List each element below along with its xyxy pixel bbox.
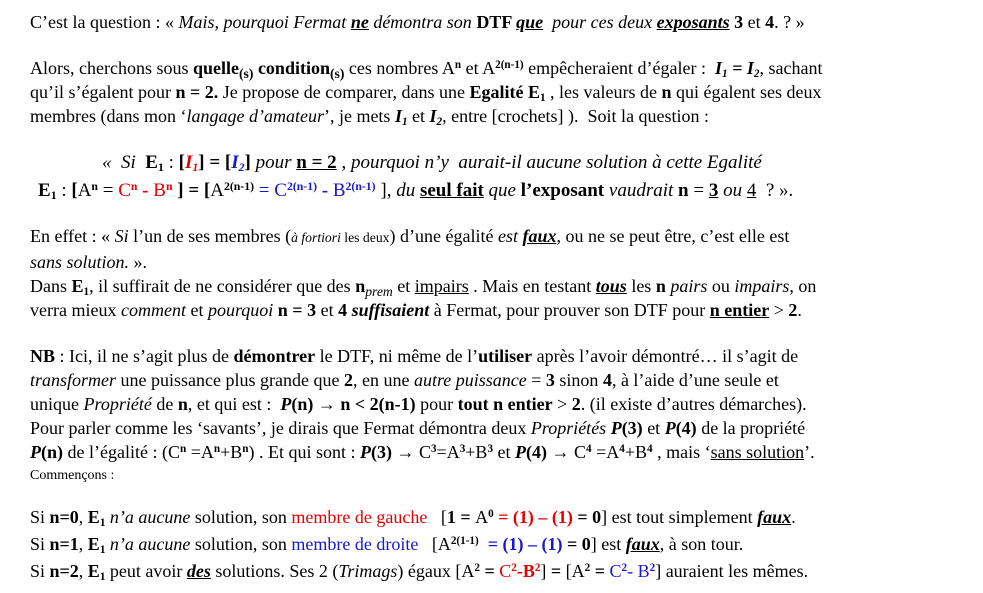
text-segment: (3)	[621, 418, 643, 438]
text-segment: n entier	[709, 300, 770, 320]
text-segment: pour	[415, 394, 458, 414]
text-segment: 1	[50, 189, 57, 203]
text-segment: 3	[459, 442, 466, 455]
text-segment: 2(n-1)	[223, 179, 255, 193]
line-12	[30, 368, 969, 392]
text-segment: 3	[729, 12, 744, 32]
text-segment: Si	[30, 561, 50, 581]
text-segment: 3	[430, 442, 437, 455]
line-06	[38, 178, 969, 204]
text-segment: n = 2.	[175, 82, 219, 102]
text-segment: 2	[343, 370, 353, 390]
text-segment: 2	[584, 561, 591, 574]
text-segment: peut avoir	[105, 561, 187, 581]
text-segment: impairs	[734, 276, 790, 296]
text-segment: P	[280, 394, 292, 414]
line-11	[30, 344, 969, 368]
text-segment: n	[179, 442, 187, 455]
text-segment: à Fermat, pour prouver son DTF pour	[429, 300, 710, 320]
text-segment: que	[483, 180, 516, 201]
text-segment: E	[71, 276, 84, 296]
text-segment: Propriété	[83, 394, 152, 414]
text-segment: 2	[534, 561, 541, 574]
text-segment: et	[493, 442, 516, 462]
text-segment: ’, je mets	[323, 106, 395, 126]
text-segment: E	[145, 152, 158, 173]
text-segment: 1	[192, 161, 199, 175]
text-segment: faux	[757, 507, 792, 527]
text-segment: [	[71, 180, 78, 201]
text-segment: Pour parler comme les ‘savants’, je dirais que Fermat démontra deux	[30, 418, 531, 438]
text-segment: quelle	[192, 58, 239, 78]
text-segment: , sachant	[759, 58, 823, 78]
text-segment: , à son tour.	[659, 534, 744, 554]
line-03	[30, 80, 969, 104]
text-segment: ]	[655, 561, 662, 581]
text-segment: Si	[30, 534, 50, 554]
text-segment: qu’il s’égalent pour	[30, 82, 176, 102]
text-segment: ,	[78, 561, 88, 581]
text-segment: Je propose de comparer, dans une	[218, 82, 470, 102]
text-segment: ]	[540, 561, 547, 581]
text-segment: E	[87, 561, 100, 581]
text-segment: , il suffirait de ne considérer que des	[89, 276, 356, 296]
text-segment: ’.	[804, 442, 815, 462]
text-segment: ]	[198, 152, 205, 173]
text-segment: =A	[436, 442, 460, 462]
line-13	[30, 392, 969, 416]
text-segment: ,	[78, 507, 88, 527]
text-segment: , en une	[352, 370, 414, 390]
text-segment: à fortiori	[291, 230, 341, 245]
line-02	[30, 56, 969, 80]
text-segment: sinon	[554, 370, 603, 390]
line-08	[30, 250, 969, 274]
text-segment: 2	[621, 561, 628, 574]
text-segment: autre puissance	[413, 370, 527, 390]
text-segment: exposants	[656, 12, 730, 32]
text-segment: membre de droite	[291, 534, 419, 554]
text-segment: n=0	[49, 507, 79, 527]
line-17	[30, 504, 969, 531]
text-segment: =	[204, 152, 225, 173]
text-segment: ou	[707, 276, 735, 296]
text-segment: NB	[30, 346, 56, 366]
text-segment: du	[396, 180, 420, 201]
text-segment: ? ».	[756, 180, 794, 201]
text-segment: 2	[788, 300, 798, 320]
text-segment: n	[213, 442, 221, 455]
text-segment: 2	[238, 161, 245, 175]
text-segment: Trimags	[338, 561, 398, 581]
text-segment: =	[479, 561, 500, 581]
text-segment: ]	[375, 180, 387, 201]
text-segment: , à l’aide d’une seule et	[611, 370, 779, 390]
text-segment: , entre [crochets] ). Soit la question :	[442, 106, 710, 126]
text-segment: , mais ‘	[652, 442, 711, 462]
text-segment: empêcheraient d’égaler :	[523, 58, 716, 78]
text-segment: 3	[487, 442, 494, 455]
text-segment: de la propriété	[696, 418, 806, 438]
text-segment: C	[499, 561, 512, 581]
text-segment: C	[274, 180, 287, 201]
text-segment: n	[655, 276, 666, 296]
text-segment: ne	[350, 12, 369, 32]
text-segment: (s)	[329, 65, 345, 81]
text-segment: 1	[83, 286, 90, 299]
text-segment: E	[38, 180, 51, 201]
text-segment: le DTF, ni même de l’	[315, 346, 479, 366]
text-segment: « Si	[102, 152, 146, 173]
text-segment: Dans	[30, 276, 72, 296]
text-segment: . ? »	[774, 12, 805, 32]
text-segment: n	[454, 58, 462, 71]
text-segment: pour ces deux	[543, 12, 657, 32]
text-segment: Si	[114, 226, 129, 246]
text-segment: =A	[186, 442, 214, 462]
text-segment: solutions. Ses 2 (	[210, 561, 339, 581]
text-segment: 4	[586, 442, 592, 455]
text-segment: 2(n-1)	[345, 179, 376, 193]
text-segment: C	[118, 180, 131, 201]
text-segment: .	[797, 300, 802, 320]
text-segment: C’est la question : «	[30, 12, 179, 32]
text-segment: C	[609, 561, 622, 581]
text-segment: ,	[78, 534, 88, 554]
text-segment: 4	[647, 442, 653, 455]
text-segment: :	[56, 180, 72, 201]
text-segment: E	[87, 534, 100, 554]
text-segment: I	[184, 152, 193, 173]
text-segment: et	[392, 276, 415, 296]
line-04	[30, 104, 969, 128]
text-segment: ) d’une égalité	[389, 226, 498, 246]
line-15	[30, 440, 969, 464]
text-segment: A	[77, 180, 92, 201]
text-segment: ) égaux [A	[397, 561, 475, 581]
text-segment: =	[254, 180, 275, 201]
text-segment: = 0	[572, 507, 602, 527]
text-segment: auraient les mêmes.	[661, 561, 809, 581]
text-segment: [	[178, 152, 185, 173]
text-segment: qui égalent ses deux	[671, 82, 822, 102]
text-segment: , on	[789, 276, 817, 296]
text-segment: condition	[257, 58, 330, 78]
text-segment: et	[407, 106, 430, 126]
text-segment: démontrer	[233, 346, 316, 366]
text-segment: (3)	[370, 442, 392, 462]
text-segment: pourquoi	[207, 300, 278, 320]
text-segment: =	[727, 58, 747, 78]
text-segment: [	[224, 152, 232, 173]
text-segment: l’exposant	[515, 180, 609, 201]
document-body	[30, 10, 969, 585]
text-segment: → C	[547, 442, 587, 462]
text-segment: DTF	[476, 12, 517, 32]
text-segment: ]	[601, 507, 608, 527]
text-segment: 2(n-1)	[286, 179, 318, 193]
text-segment: une puissance plus grande que	[116, 370, 344, 390]
text-segment: I	[231, 152, 239, 173]
text-segment: = 0	[562, 534, 591, 554]
text-segment: . Mais en testant	[468, 276, 596, 296]
text-segment: ) . Et qui sont :	[248, 442, 360, 462]
text-segment: → n < 2(n-1)	[313, 394, 416, 414]
text-segment: (n)	[41, 442, 63, 462]
text-segment: pourquoi n’y aurait-il aucune solution à cette Egalité	[350, 152, 762, 173]
text-segment: tous	[595, 276, 627, 296]
text-segment: membres (dans mon ‘	[30, 106, 187, 126]
line-07	[30, 224, 969, 250]
text-segment: En effet : «	[30, 226, 115, 246]
text-segment: Alors, cherchons sous	[30, 58, 193, 78]
text-segment: , les valeurs de	[545, 82, 662, 102]
text-segment: +B	[624, 442, 648, 462]
text-segment: I	[715, 58, 723, 78]
text-segment: P	[515, 442, 527, 462]
text-segment: → C	[391, 442, 431, 462]
text-segment: =	[688, 180, 709, 201]
text-segment: de l’égalité : (C	[63, 442, 180, 462]
text-segment: E	[87, 507, 100, 527]
text-segment: et	[743, 12, 766, 32]
text-segment: faux	[625, 534, 660, 554]
text-segment: n	[130, 179, 138, 193]
text-segment: ou	[718, 180, 747, 201]
text-segment: n’a aucune	[109, 507, 191, 527]
text-segment: 1	[99, 544, 106, 557]
text-segment: ».	[129, 252, 148, 272]
text-segment: , ou ne se peut être, c’est elle est	[556, 226, 790, 246]
text-segment: l’un de ses membres (	[128, 226, 292, 246]
text-segment: n	[177, 394, 188, 414]
text-segment: ,	[386, 180, 397, 201]
text-segment: [	[427, 507, 447, 527]
text-segment: ]	[244, 152, 251, 173]
text-segment: A	[210, 180, 224, 201]
text-segment: 2	[436, 116, 443, 129]
text-segment: I	[429, 106, 437, 126]
text-segment: n=1	[49, 534, 79, 554]
text-segment: 1	[539, 92, 546, 105]
text-segment: [A	[565, 561, 585, 581]
text-segment: les	[626, 276, 656, 296]
text-segment: que	[516, 12, 544, 32]
text-segment: n	[242, 442, 249, 455]
text-segment: =	[183, 180, 204, 201]
text-segment: [	[203, 180, 211, 201]
text-segment: utiliser	[478, 346, 533, 366]
text-segment: (n)	[291, 394, 314, 414]
text-segment: 4	[619, 442, 625, 455]
text-segment: unique	[30, 394, 84, 414]
text-segment: Egalité E	[469, 82, 540, 102]
text-segment: n = 3	[277, 300, 317, 320]
text-segment: faux	[522, 226, 557, 246]
line-01	[30, 10, 969, 34]
text-segment: après l’avoir démontré… il s’agit de	[532, 346, 799, 366]
text-segment: n	[355, 276, 366, 296]
text-segment: 2	[474, 561, 480, 574]
text-segment: n’a aucune	[109, 534, 191, 554]
text-segment: seul fait	[419, 180, 484, 201]
text-segment: -	[317, 180, 333, 201]
text-segment: I	[394, 106, 402, 126]
text-segment: - B	[627, 561, 650, 581]
text-segment: P	[610, 418, 622, 438]
text-segment: >	[552, 394, 572, 414]
text-segment: =A	[591, 442, 620, 462]
text-segment: et	[185, 300, 208, 320]
text-segment: -	[137, 180, 154, 201]
text-segment: démontra son	[368, 12, 477, 32]
text-segment: sans solution	[710, 442, 805, 462]
text-segment: solution, son	[190, 534, 292, 554]
text-segment: et	[642, 418, 665, 438]
text-segment: langage d’amateur	[186, 106, 324, 126]
text-segment: 1 =	[446, 507, 476, 527]
text-segment: =	[546, 561, 566, 581]
text-segment: =	[590, 561, 610, 581]
text-segment: n	[678, 180, 689, 201]
text-segment: Mais, pourquoi Fermat	[178, 12, 351, 32]
text-segment: [A	[418, 534, 451, 554]
text-segment: 1	[99, 517, 106, 530]
text-segment: B	[153, 180, 166, 201]
line-09	[30, 274, 969, 298]
text-segment: n=2	[49, 561, 79, 581]
text-segment: P	[359, 442, 371, 462]
text-segment: -B	[516, 561, 535, 581]
text-segment: ]	[172, 180, 184, 201]
text-segment: n	[661, 82, 672, 102]
text-segment: n	[91, 179, 98, 193]
text-segment: des	[186, 561, 211, 581]
text-segment: solution, son	[190, 507, 292, 527]
text-segment: 3	[545, 370, 555, 390]
text-segment: ]	[590, 534, 597, 554]
text-segment: est	[596, 534, 626, 554]
text-segment: 2(n-1)	[495, 58, 524, 71]
text-segment: =	[526, 370, 546, 390]
line-05	[102, 150, 969, 176]
text-segment: sans solution.	[30, 252, 130, 272]
text-segment: =	[97, 180, 119, 201]
text-segment: membre de gauche	[291, 507, 428, 527]
text-segment: 1	[401, 116, 408, 129]
text-segment: pairs	[670, 276, 708, 296]
text-segment: I	[746, 58, 754, 78]
text-segment: +B	[465, 442, 488, 462]
text-segment: et A	[461, 58, 496, 78]
text-segment: B	[332, 180, 346, 201]
text-segment: ,	[336, 152, 351, 173]
text-segment: verra mieux	[30, 300, 121, 320]
text-segment: pour	[250, 152, 297, 173]
text-segment: transformer	[30, 370, 117, 390]
text-segment: = (1) – (1)	[487, 534, 563, 554]
text-segment: P	[30, 442, 41, 462]
text-segment: >	[769, 300, 789, 320]
text-segment: 2	[571, 394, 581, 414]
text-segment: les deux	[340, 230, 390, 245]
text-segment: Propriétés	[530, 418, 611, 438]
text-segment: 4	[602, 370, 612, 390]
text-segment: Si	[30, 507, 50, 527]
text-segment: 1	[722, 68, 728, 81]
text-segment: 2	[753, 68, 760, 81]
text-segment: et	[316, 300, 339, 320]
text-segment: 0	[488, 507, 494, 520]
text-segment: 1	[157, 161, 164, 175]
text-segment: ces nombres A	[344, 58, 455, 78]
text-segment: de	[151, 394, 178, 414]
text-segment: . (il existe d’autres démarches).	[580, 394, 807, 414]
text-segment: (s)	[239, 65, 254, 81]
text-segment: est tout simplement	[607, 507, 758, 527]
text-segment: (4)	[675, 418, 697, 438]
text-segment: : Ici, il ne s’agit plus de	[55, 346, 234, 366]
text-segment: = (1) – (1)	[498, 507, 573, 527]
text-segment: prem	[365, 283, 393, 299]
text-segment: (4)	[526, 442, 548, 462]
text-segment: P	[664, 418, 676, 438]
text-segment: n = 2	[296, 152, 337, 173]
text-segment: 2	[511, 561, 517, 574]
text-segment: +B	[220, 442, 243, 462]
text-segment: :	[163, 152, 179, 173]
text-segment: n	[165, 179, 173, 193]
text-segment: comment	[120, 300, 186, 320]
line-19	[30, 558, 969, 585]
text-segment: impairs	[414, 276, 469, 296]
text-segment: 1	[99, 571, 106, 584]
text-segment: 4	[746, 180, 757, 201]
line-16	[30, 466, 969, 486]
line-14	[30, 416, 969, 440]
text-segment: suffisaient	[351, 300, 430, 320]
text-segment: 4	[765, 12, 775, 32]
text-segment: Commençons :	[30, 468, 115, 483]
text-segment: , et qui est :	[187, 394, 281, 414]
text-segment: est	[497, 226, 523, 246]
text-segment: .	[791, 507, 796, 527]
line-18	[30, 531, 969, 558]
text-segment: 2(1-1)	[450, 534, 479, 547]
text-segment: A	[475, 507, 489, 527]
text-segment	[479, 534, 488, 554]
line-10	[30, 298, 969, 322]
text-segment: 4	[338, 300, 352, 320]
text-segment: 3	[708, 180, 719, 201]
text-segment: vaudrait	[608, 180, 679, 201]
text-segment: 2	[649, 561, 656, 574]
text-segment: tout n entier	[457, 394, 553, 414]
